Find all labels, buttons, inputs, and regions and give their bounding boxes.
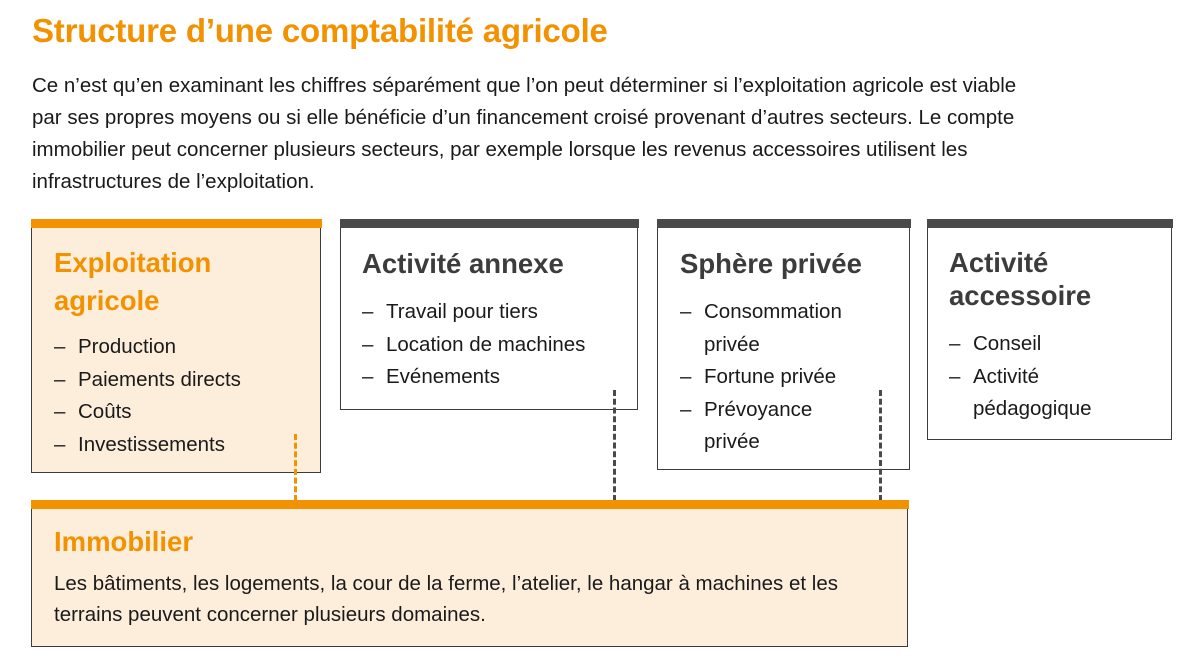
box-list: [362, 296, 634, 394]
box-list: [54, 331, 314, 461]
list-item: – Fortune privée: [680, 361, 870, 394]
list-item: – Consommation privée: [680, 296, 870, 361]
connector-exploitation-immobilier: [294, 434, 297, 501]
connector-privee-immobilier: [879, 390, 882, 501]
box-activite-accessoire: [927, 219, 1172, 440]
list-item: – Activité pédagogique: [949, 361, 1149, 426]
list-item: – Conseil: [949, 328, 1149, 361]
box-title: Immobilier: [54, 526, 194, 557]
box-top-bar: [31, 219, 322, 228]
list-item: – Production: [54, 331, 314, 364]
connector-annexe-immobilier: [613, 390, 616, 501]
box-title: Activité annexe: [362, 248, 564, 279]
box-title: Activité accessoire: [949, 247, 1092, 311]
box-top-bar: [31, 500, 909, 509]
list-item: – Coûts: [54, 396, 314, 429]
box-title: Sphère privée: [680, 248, 862, 279]
box-list: [680, 296, 870, 459]
box-title: Exploitation agricole: [54, 247, 212, 316]
box-immobilier: [31, 500, 908, 647]
diagram-title: Structure d’une comptabilité agricole: [32, 12, 608, 49]
box-sphere-privee: [657, 219, 910, 470]
list-item: – Travail pour tiers: [362, 296, 634, 329]
list-item: – Prévoyance privée: [680, 394, 870, 459]
immobilier-description: Les bâtiments, les logements, la cour de la ferme, l’atelier, le hangar à machines et les terrains peuvent concerner plusieurs domaines.: [54, 572, 838, 626]
box-list: [949, 328, 1149, 426]
box-activite-annexe: [340, 219, 638, 410]
list-item: – Paiements directs: [54, 364, 314, 397]
intro-paragraph: Ce n’est qu’en examinant les chiffres séparément que l’on peut déterminer si l’exploitation agricole est viable par ses propres moyens ou si elle bénéficie d’un financement croisé provenant d’autres secteurs. Le compte immobilier peut concerner plusieurs secteurs, par exemple lorsque les revenus accessoires utilisent les infrastructures de l’exploitation.: [32, 74, 1017, 193]
list-item: – Investissements: [54, 429, 314, 462]
list-item: – Location de machines: [362, 329, 634, 362]
box-top-bar: [657, 219, 911, 228]
box-exploitation-agricole: [31, 219, 321, 473]
box-top-bar: [927, 219, 1173, 228]
list-item: – Evénements: [362, 361, 634, 394]
box-top-bar: [340, 219, 639, 228]
